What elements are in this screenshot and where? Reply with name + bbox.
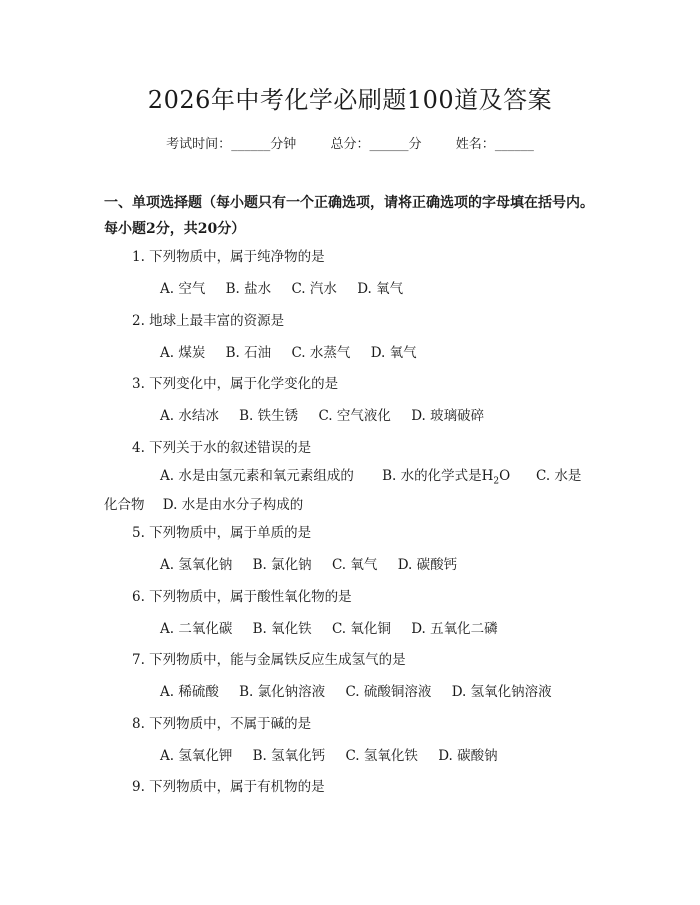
exam-info-line xyxy=(0,133,700,152)
option: A. 煤炭 xyxy=(160,345,206,361)
option: D. 玻璃破碎 xyxy=(411,408,485,424)
question-options xyxy=(160,744,514,764)
question-stem: 9. 下列物质中，属于有机物的是 xyxy=(132,779,325,795)
question-options xyxy=(160,341,433,361)
section-heading: 一、单项选择题（每小题只有一个正确选项，请将正确选项的字母填在括号内。每小题2分，共20分） xyxy=(104,195,594,237)
option: C. 水是化合物 xyxy=(104,468,582,513)
question-stem: 8. 下列物质中，不属于碱的是 xyxy=(132,716,312,732)
question-stem: 5. 下列物质中，属于单质的是 xyxy=(132,525,312,541)
score-blank: ______ xyxy=(369,137,409,152)
option: D. 碳酸钙 xyxy=(397,557,458,573)
score-unit: 分 xyxy=(408,137,422,152)
time-unit: 分钟 xyxy=(270,137,297,152)
option: B. 盐水 xyxy=(225,281,272,297)
question-stem: 3. 下列变化中，属于化学变化的是 xyxy=(132,376,339,392)
question-options xyxy=(160,404,500,424)
option: A. 氢氧化钾 xyxy=(160,748,233,764)
option: C. 氧气 xyxy=(331,557,378,573)
time-blank: ______ xyxy=(231,137,271,152)
option: D. 氢氧化钠溶液 xyxy=(451,684,552,700)
option: C. 硫酸铜溶液 xyxy=(345,684,432,700)
option: C. 水蒸气 xyxy=(291,345,351,361)
option: A. 稀硫酸 xyxy=(160,684,219,700)
option: B. 水的化学式是$H_2O$ xyxy=(382,468,511,487)
option: A. 二氧化碳 xyxy=(160,621,233,637)
question-stem: 1. 下列物质中，属于纯净物的是 xyxy=(132,249,325,265)
option: D. 水是由水分子构成的 xyxy=(162,496,304,513)
question-options xyxy=(160,553,473,573)
question-options-wrapped xyxy=(104,465,594,517)
option: B. 氢氧化钙 xyxy=(252,748,326,764)
option: D. 五氧化二磷 xyxy=(411,621,498,637)
option: A. 氢氧化钠 xyxy=(160,557,233,573)
option: D. 氧气 xyxy=(370,345,417,361)
option: D. 碳酸钠 xyxy=(438,748,498,764)
option: B. 石油 xyxy=(225,345,272,361)
option: B. 氧化铁 xyxy=(252,621,312,637)
name-label: 姓名： xyxy=(455,137,495,152)
time-label: 考试时间： xyxy=(166,137,232,152)
page-title: 2026年中考化学必刷题100道及答案 xyxy=(147,86,553,114)
option: A. 水是由氢元素和氧元素组成的 xyxy=(160,468,354,484)
option: C. 氧化铜 xyxy=(331,621,391,637)
option: B. 氯化钠 xyxy=(252,557,312,573)
option: D. 氧气 xyxy=(357,281,404,297)
option: C. 氢氧化铁 xyxy=(345,748,418,764)
option: A. 空气 xyxy=(160,281,206,297)
question-stem: 4. 下列关于水的叙述错误的是 xyxy=(132,440,312,456)
option: B. 氯化钠溶液 xyxy=(239,684,326,700)
option: C. 空气液化 xyxy=(318,408,391,424)
option: B. 铁生锈 xyxy=(239,408,299,424)
option: C. 汽水 xyxy=(291,281,337,297)
name-blank: ______ xyxy=(494,137,534,152)
question-stem: 7. 下列物质中，能与金属铁反应生成氢气的是 xyxy=(132,652,406,668)
question-options xyxy=(160,680,568,700)
question-stem: 6. 下列物质中，属于酸性氧化物的是 xyxy=(132,589,352,605)
question-options xyxy=(160,277,419,297)
score-label: 总分： xyxy=(330,137,370,152)
formula-subscript: 2 xyxy=(493,476,500,487)
option: A. 水结冰 xyxy=(160,408,219,424)
question-stem: 2. 地球上最丰富的资源是 xyxy=(132,313,285,329)
question-options xyxy=(160,617,514,637)
